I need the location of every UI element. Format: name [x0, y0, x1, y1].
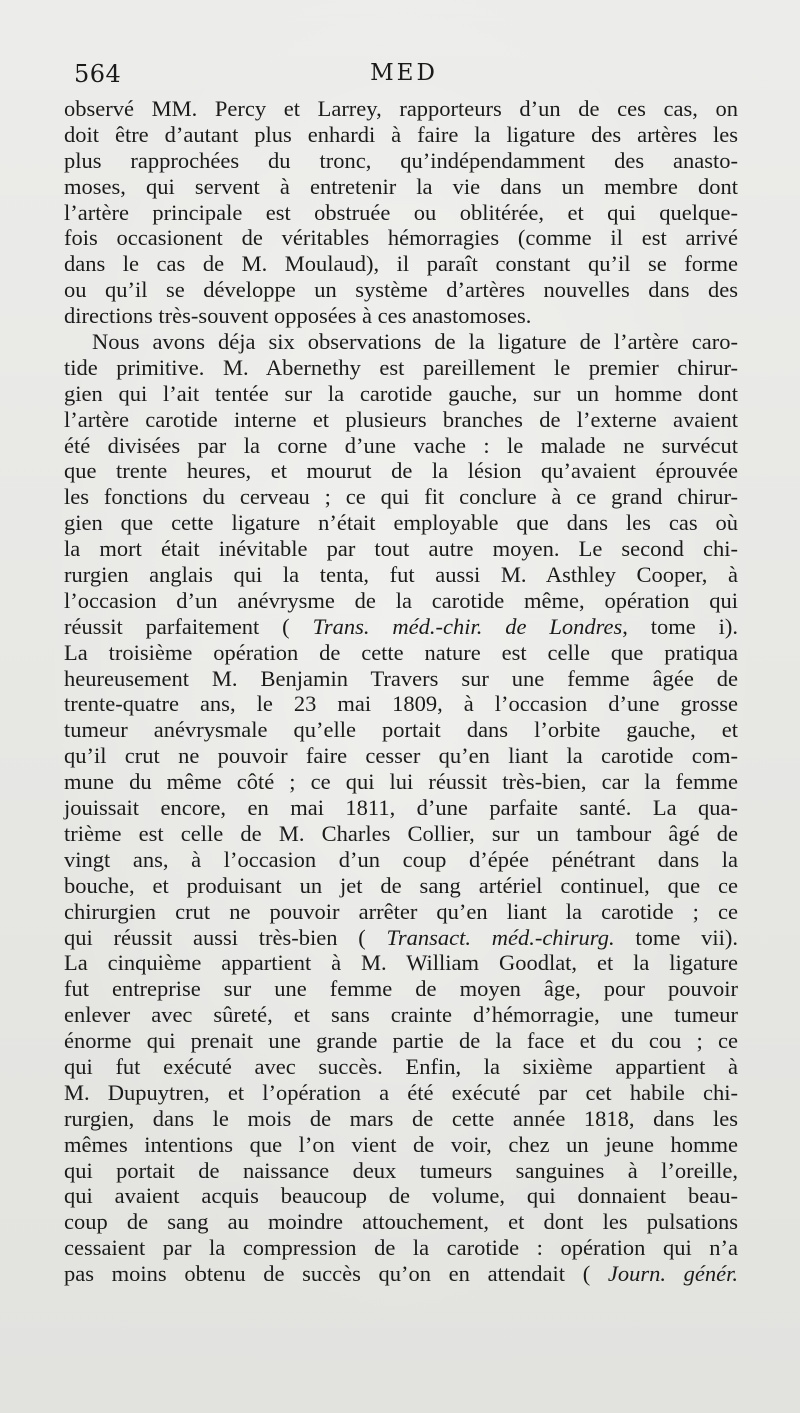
text-line	[64, 769, 738, 795]
text-segment: bouche, et produisant un jet de sang artériel continuel, que ce	[64, 872, 738, 898]
text-line	[64, 458, 738, 484]
text-line	[64, 381, 738, 407]
text-line	[64, 251, 738, 277]
text-segment: doit être d’autant plus enhardi à faire la ligature des artères les	[64, 121, 738, 147]
text-segment: Nous avons déja six observations de la ligature de l’artère caro-	[92, 329, 738, 355]
text-line	[64, 873, 738, 899]
text-segment: qui réussit aussi très-bien (	[64, 924, 387, 950]
text-segment: La cinquième appartient à M. William Goodlat, et la ligature	[64, 950, 738, 976]
text-segment: réussit parfaitement (	[64, 613, 313, 639]
text-line	[64, 795, 738, 821]
text-line	[64, 407, 738, 433]
text-segment: été divisées par la corne d’une vache : le malade ne survécut	[64, 432, 738, 458]
text-line	[64, 640, 738, 666]
text-line	[64, 148, 738, 174]
italic-citation: Journ. génér.	[607, 1261, 738, 1287]
text-line	[64, 174, 738, 200]
text-line	[64, 1002, 738, 1028]
text-segment: les fonctions du cerveau ; ce qui fit conclure à ce grand chirur-	[64, 484, 738, 510]
text-segment: tome vii).	[614, 924, 738, 950]
text-segment: tumeur anévrysmale qu’elle portait dans l’orbite gauche, et	[64, 717, 738, 743]
italic-citation: Transact. méd.-chirurg.	[386, 924, 615, 950]
text-segment: cessaient par la compression de la carotide : opération qui n’a	[64, 1235, 738, 1261]
text-line	[64, 1080, 738, 1106]
text-segment: , tome i).	[622, 613, 738, 639]
text-segment: gien que cette ligature n’était employable que dans les cas où	[64, 510, 738, 536]
text-line	[64, 1054, 738, 1080]
text-segment: plus rapprochées du tronc, qu’indépendamment des anasto-	[64, 147, 738, 173]
text-line	[64, 329, 738, 355]
text-segment: que trente heures, et mourut de la lésion qu’avaient éprouvée	[64, 458, 738, 484]
text-segment: rurgien anglais qui la tenta, fut aussi M. Asthley Cooper, à	[64, 562, 738, 588]
text-line	[64, 510, 738, 536]
text-line	[64, 899, 738, 925]
text-segment: observé MM. Percy et Larrey, rapporteurs d’un de ces cas, on	[64, 96, 738, 121]
text-segment: vingt ans, à l’occasion d’un coup d’épée pénétrant dans la	[64, 846, 738, 872]
text-line	[64, 976, 738, 1002]
text-line	[64, 277, 738, 303]
text-line	[64, 200, 738, 226]
text-segment: tide primitive. M. Abernethy est pareillement le premier chirur-	[64, 354, 738, 380]
text-line	[64, 562, 738, 588]
text-segment: jouissait encore, en mai 1811, d’une parfaite santé. La qua-	[64, 795, 738, 821]
text-line	[64, 1261, 738, 1287]
text-segment: ou qu’il se développe un système d’artères nouvelles dans des	[64, 277, 738, 303]
text-segment: l’artère carotide interne et plusieurs branches de l’externe avaient	[64, 406, 738, 432]
text-line	[64, 1106, 738, 1132]
text-segment: chirurgien crut ne pouvoir arrêter qu’en liant la carotide ; ce	[64, 898, 738, 924]
text-line	[64, 691, 738, 717]
text-segment: fut entreprise sur une femme de moyen âge, pour pouvoir	[64, 976, 738, 1002]
page-number: 564	[74, 60, 122, 88]
page-header	[74, 60, 734, 94]
text-segment: directions très-souvent opposées à ces anastomoses.	[64, 303, 532, 329]
italic-citation: Trans. méd.-chir. de Londres	[312, 613, 623, 639]
text-segment: trente-quatre ans, le 23 mai 1809, à l’occasion d’une grosse	[64, 691, 738, 717]
text-line	[64, 303, 738, 329]
text-segment: moses, qui servent à entretenir la vie dans un membre dont	[64, 173, 738, 199]
text-segment: pas moins obtenu de succès qu’on en attendait (	[64, 1261, 608, 1287]
text-line	[64, 847, 738, 873]
text-line	[64, 1183, 738, 1209]
text-line	[64, 1209, 738, 1235]
text-segment: M. Dupuytren, et l’opération a été exécuté par cet habile chi-	[64, 1079, 738, 1105]
text-segment: rurgien, dans le mois de mars de cette année 1818, dans les	[64, 1105, 738, 1131]
body-text	[64, 96, 738, 1287]
text-line	[64, 355, 738, 381]
text-line	[64, 122, 738, 148]
text-segment: l’artère principale est obstruée ou oblitérée, et qui quelque-	[64, 199, 738, 225]
text-segment: coup de sang au moindre attouchement, et dont les pulsations	[64, 1209, 738, 1235]
text-line	[64, 925, 738, 951]
text-line	[64, 1132, 738, 1158]
text-segment: heureusement M. Benjamin Travers sur une femme âgée de	[64, 665, 738, 691]
text-line	[64, 1028, 738, 1054]
text-segment: qui fut exécuté avec succès. Enfin, la sixième appartient à	[64, 1053, 738, 1079]
text-segment: mune du même côté ; ce qui lui réussit très-bien, car la femme	[64, 769, 738, 795]
text-line	[64, 666, 738, 692]
text-segment: qu’il crut ne pouvoir faire cesser qu’en liant la carotide com-	[64, 743, 738, 769]
text-line	[64, 1158, 738, 1184]
text-segment: gien qui l’ait tentée sur la carotide gauche, sur un homme dont	[64, 380, 738, 406]
text-line	[64, 484, 738, 510]
text-segment: dans le cas de M. Moulaud), il paraît constant qu’il se forme	[64, 251, 738, 277]
text-line	[64, 225, 738, 251]
text-line	[64, 614, 738, 640]
text-segment: l’occasion d’un anévrysme de la carotide même, opération qui	[64, 587, 738, 613]
text-line	[64, 950, 738, 976]
text-line	[64, 536, 738, 562]
text-segment: qui avaient acquis beaucoup de volume, qui donnaient beau-	[64, 1183, 738, 1209]
text-segment: qui portait de naissance deux tumeurs sanguines à l’oreille,	[64, 1157, 738, 1183]
running-head: MED	[370, 60, 438, 86]
text-segment: mêmes intentions que l’on vient de voir, chez un jeune homme	[64, 1131, 738, 1157]
text-segment: la mort était inévitable par tout autre moyen. Le second chi-	[64, 536, 738, 562]
text-line	[64, 821, 738, 847]
text-segment: La troisième opération de cette nature est celle que pratiqua	[64, 639, 738, 665]
text-line	[64, 433, 738, 459]
text-line	[64, 743, 738, 769]
text-segment: énorme qui prenait une grande partie de la face et du cou ; ce	[64, 1028, 738, 1054]
text-line	[64, 588, 738, 614]
text-line	[64, 717, 738, 743]
text-line	[64, 96, 738, 122]
text-segment: enlever avec sûreté, et sans crainte d’hémorragie, une tumeur	[64, 1002, 738, 1028]
text-line	[64, 1235, 738, 1261]
text-segment: fois occasionent de véritables hémorragies (comme il est arrivé	[64, 225, 738, 251]
text-segment: trième est celle de M. Charles Collier, sur un tambour âgé de	[64, 820, 738, 846]
